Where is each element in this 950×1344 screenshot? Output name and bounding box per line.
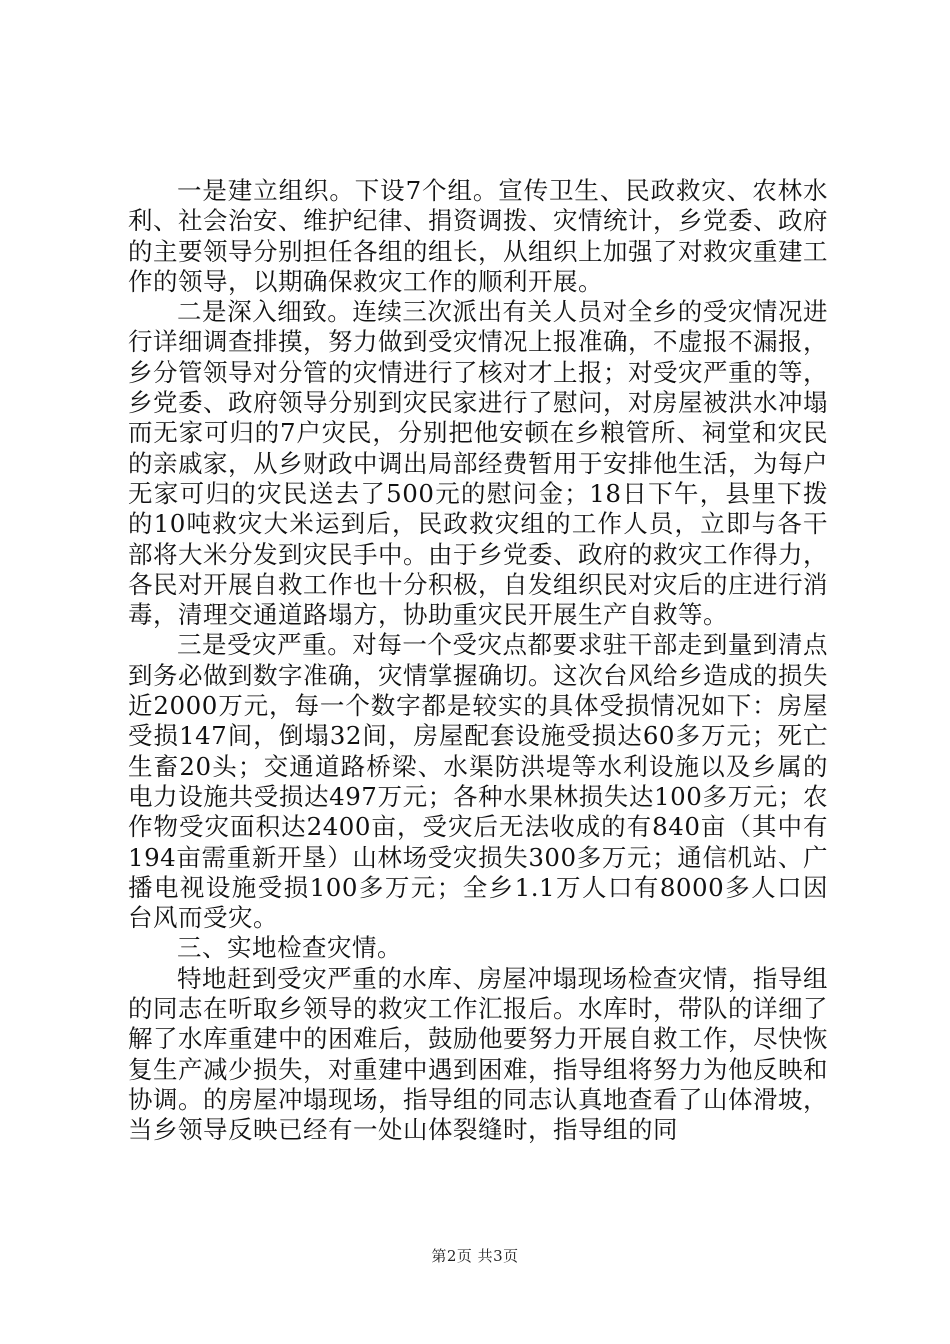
document-body xyxy=(128,176,828,1146)
page-footer: 第2页 共3页 xyxy=(431,1247,519,1265)
section-heading-site-inspection: 三、实地检查灾情。 xyxy=(177,933,402,963)
paragraph-establish-organization: 一是建立组织。下设7个组。宣传卫生、民政救灾、农林水利、社会治安、维护纪律、捐资调拨、灾情统计，乡党委、政府的主要领导分别担任各组的组长，从组织上加强了对救灾重建工作的领导，以期确保救灾工作的顺利开展。 xyxy=(128,176,828,296)
paragraph-thorough-investigation: 二是深入细致。连续三次派出有关人员对全乡的受灾情况进行详细调查排摸，努力做到受灾情况上报准确，不虚报不漏报，乡分管领导对分管的灾情进行了核对才上报；对受灾严重的等，乡党委、政府领导分别到灾民家进行了慰问，对房屋被洪水冲塌而无家可归的7户灾民，分别把他安顿在乡粮管所、祠堂和灾民的亲戚家，从乡财政中调出局部经费暂用于安排他生活，为每户无家可归的灾民送去了500元的慰问金；18日下午，县里下拨的10吨救灾大米运到后，民政救灾组的工作人员，立即与各干部将大米分发到灾民手中。由于乡党委、政府的救灾工作得力，各民对开展自救工作也十分积极，自发组织民对灾后的庄进行消毒，清理交通道路塌方，协助重灾民开展生产自救等。 xyxy=(128,297,828,630)
paragraph-disaster-losses: 三是受灾严重。对每一个受灾点都要求驻干部走到量到清点到务必做到数字准确，灾情掌握确切。这次台风给乡造成的损失近2000万元，每一个数字都是较实的具体受损情况如下：房屋受损147间，倒塌32间，房屋配套设施受损达60多万元；死亡生畜20头；交通道路桥梁、水渠防洪堤等水利设施以及乡属的电力设施共受损达497万元；各种水果林损失达100多万元；农作物受灾面积达2400亩，受灾后无法收成的有840亩（其中有194亩需重新开垦）山林场受灾损失300多万元；通信机站、广播电视设施受损100多万元；全乡1.1万人口有8000多人口因台风而受灾。 xyxy=(128,630,828,933)
paragraph-site-inspection: 特地赶到受灾严重的水库、房屋冲塌现场检查灾情，指导组的同志在听取乡领导的救灾工作汇报后。水库时，带队的详细了解了水库重建中的困难后，鼓励他要努力开展自救工作，尽快恢复生产减少损失，对重建中遇到困难，指导组将努力为他反映和协调。的房屋冲塌现场，指导组的同志认真地查看了山体滑坡，当乡领导反映已经有一处山体裂缝时，指导组的同 xyxy=(128,963,828,1145)
